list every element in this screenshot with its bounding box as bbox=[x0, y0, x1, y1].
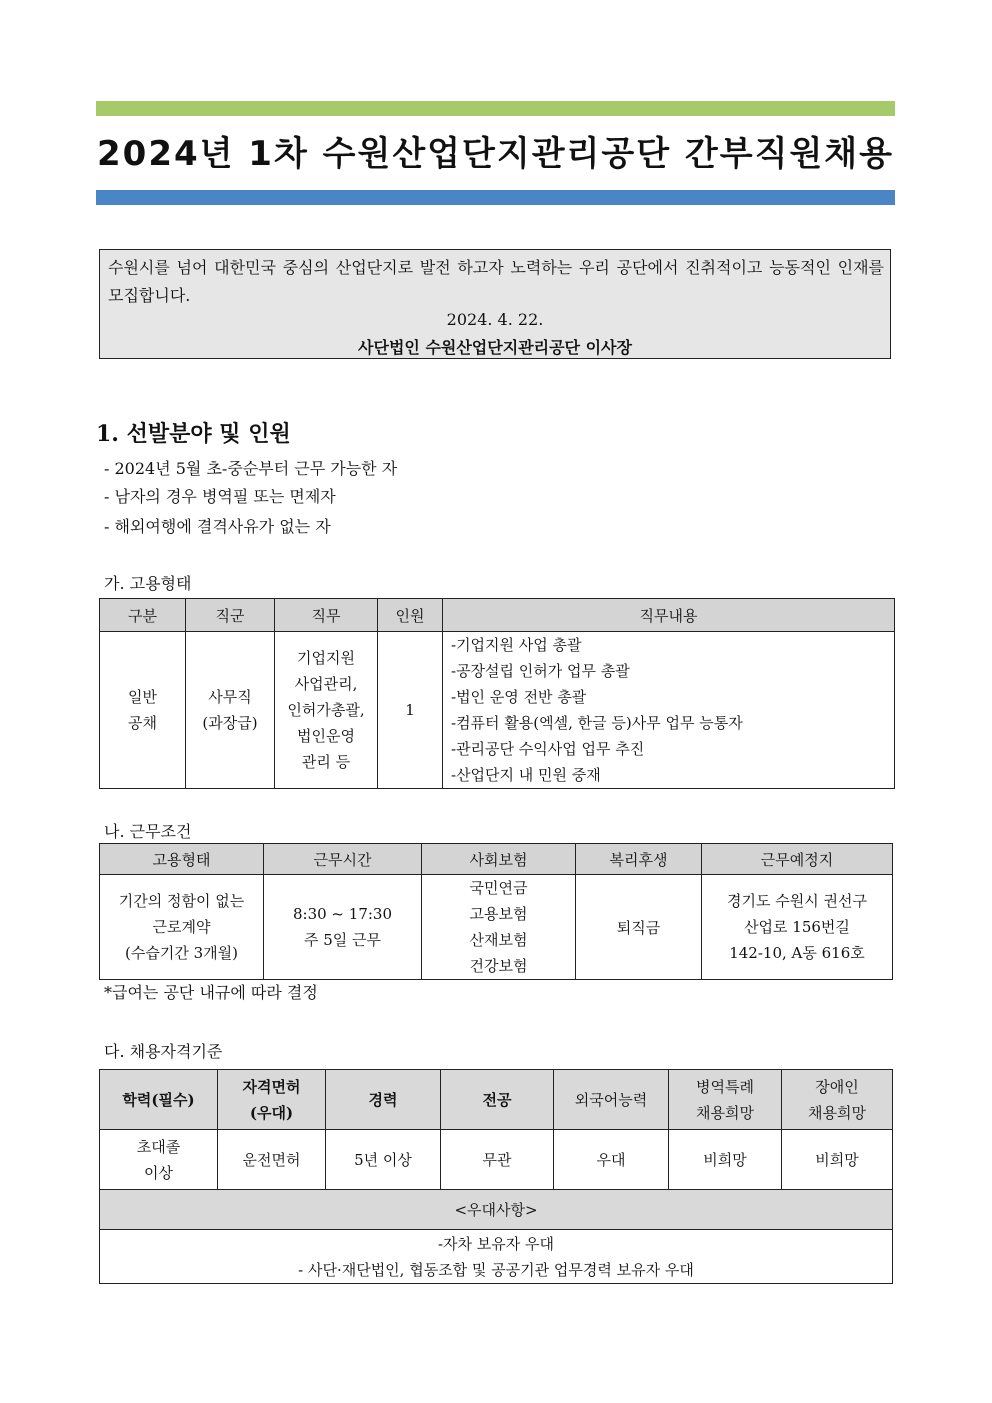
table-cell: 5년 이상 bbox=[326, 1130, 441, 1190]
title-blue-bar bbox=[96, 190, 895, 205]
table-cell: 8:30 ~ 17:30 주 5일 근무 bbox=[264, 875, 422, 980]
bullet-item: - 해외여행에 결격사유가 없는 자 bbox=[104, 517, 331, 536]
subsection-title: 가. 고용형태 bbox=[104, 574, 192, 593]
table-header: 근무예정지 bbox=[702, 844, 893, 875]
bullet-item: - 남자의 경우 병역필 또는 면제자 bbox=[104, 487, 336, 506]
intro-org: 사단법인 수원산업단지관리공단 이사장 bbox=[358, 338, 632, 357]
table-cell: 사무직 (과장급) bbox=[186, 632, 275, 789]
table-cell: 국민연금 고용보험 산재보험 건강보험 bbox=[422, 875, 576, 980]
table-header: 병역특례 채용희망 bbox=[669, 1070, 782, 1130]
table-header: 고용형태 bbox=[100, 844, 264, 875]
table-cell: 1 bbox=[378, 632, 443, 789]
table-cell: 비희망 bbox=[669, 1130, 782, 1190]
table-header: 직무내용 bbox=[443, 599, 895, 632]
table-header: 직무 bbox=[275, 599, 378, 632]
table-cell: 일반 공채 bbox=[100, 632, 186, 789]
table-cell: 무관 bbox=[441, 1130, 554, 1190]
table-header: 인원 bbox=[378, 599, 443, 632]
section-heading: 1. 선발분야 및 인원 bbox=[96, 421, 291, 447]
duties-cell: -기업지원 사업 총괄 -공장설립 인허가 업무 총괄 -법인 운영 전반 총괄 -컴퓨터 활용(엑셀, 한글 등)사무 업무 능통자 -관리공단 수익사업 업무 추진 -산업단지 내 민원 중재 bbox=[443, 632, 895, 789]
table-header: 경력 bbox=[326, 1070, 441, 1130]
preferences-header: <우대사항> bbox=[100, 1190, 893, 1230]
bullet-item: - 2024년 5월 초-중순부터 근무 가능한 자 bbox=[104, 459, 398, 478]
table-header: 복리후생 bbox=[576, 844, 702, 875]
table-cell: 경기도 수원시 권선구 산업로 156번길 142-10, A동 616호 bbox=[702, 875, 893, 980]
table-header: 사회보험 bbox=[422, 844, 576, 875]
conditions-table bbox=[99, 843, 893, 980]
employment-table bbox=[99, 598, 895, 789]
table-cell: 운전면허 bbox=[218, 1130, 326, 1190]
table-header: 전공 bbox=[441, 1070, 554, 1130]
table-cell: 기업지원 사업관리, 인허가총괄, 법인운영 관리 등 bbox=[275, 632, 378, 789]
subsection-title: 다. 채용자격기준 bbox=[104, 1042, 223, 1061]
salary-note: *급여는 공단 내규에 따라 결정 bbox=[104, 983, 318, 1002]
intro-text: 수원시를 넘어 대한민국 중심의 산업단지로 발전 하고자 노력하는 우리 공단에서 진취적이고 능동적인 인재를 모집합니다. bbox=[108, 258, 884, 305]
top-green-bar bbox=[96, 101, 895, 116]
subsection-title: 나. 근무조건 bbox=[104, 822, 192, 841]
table-header: 장애인 채용희망 bbox=[782, 1070, 893, 1130]
table-cell: 기간의 정함이 없는 근로계약 (수습기간 3개월) bbox=[100, 875, 264, 980]
intro-box bbox=[99, 249, 891, 359]
preferences-cell: -자차 보유자 우대 - 사단·재단법인, 협동조합 및 공공기관 업무경력 보유자 우대 bbox=[100, 1230, 893, 1284]
table-header: 외국어능력 bbox=[554, 1070, 669, 1130]
page-title: 2024년 1차 수원산업단지관리공단 간부직원채용 bbox=[97, 134, 894, 174]
table-header: 구분 bbox=[100, 599, 186, 632]
table-cell: 우대 bbox=[554, 1130, 669, 1190]
table-cell: 초대졸 이상 bbox=[100, 1130, 218, 1190]
table-header: 자격면허 (우대) bbox=[218, 1070, 326, 1130]
table-header: 근무시간 bbox=[264, 844, 422, 875]
table-cell: 비희망 bbox=[782, 1130, 893, 1190]
table-header: 직군 bbox=[186, 599, 275, 632]
table-cell: 퇴직금 bbox=[576, 875, 702, 980]
intro-date: 2024. 4. 22. bbox=[446, 310, 544, 329]
qualifications-table bbox=[99, 1069, 893, 1284]
table-header: 학력(필수) bbox=[100, 1070, 218, 1130]
